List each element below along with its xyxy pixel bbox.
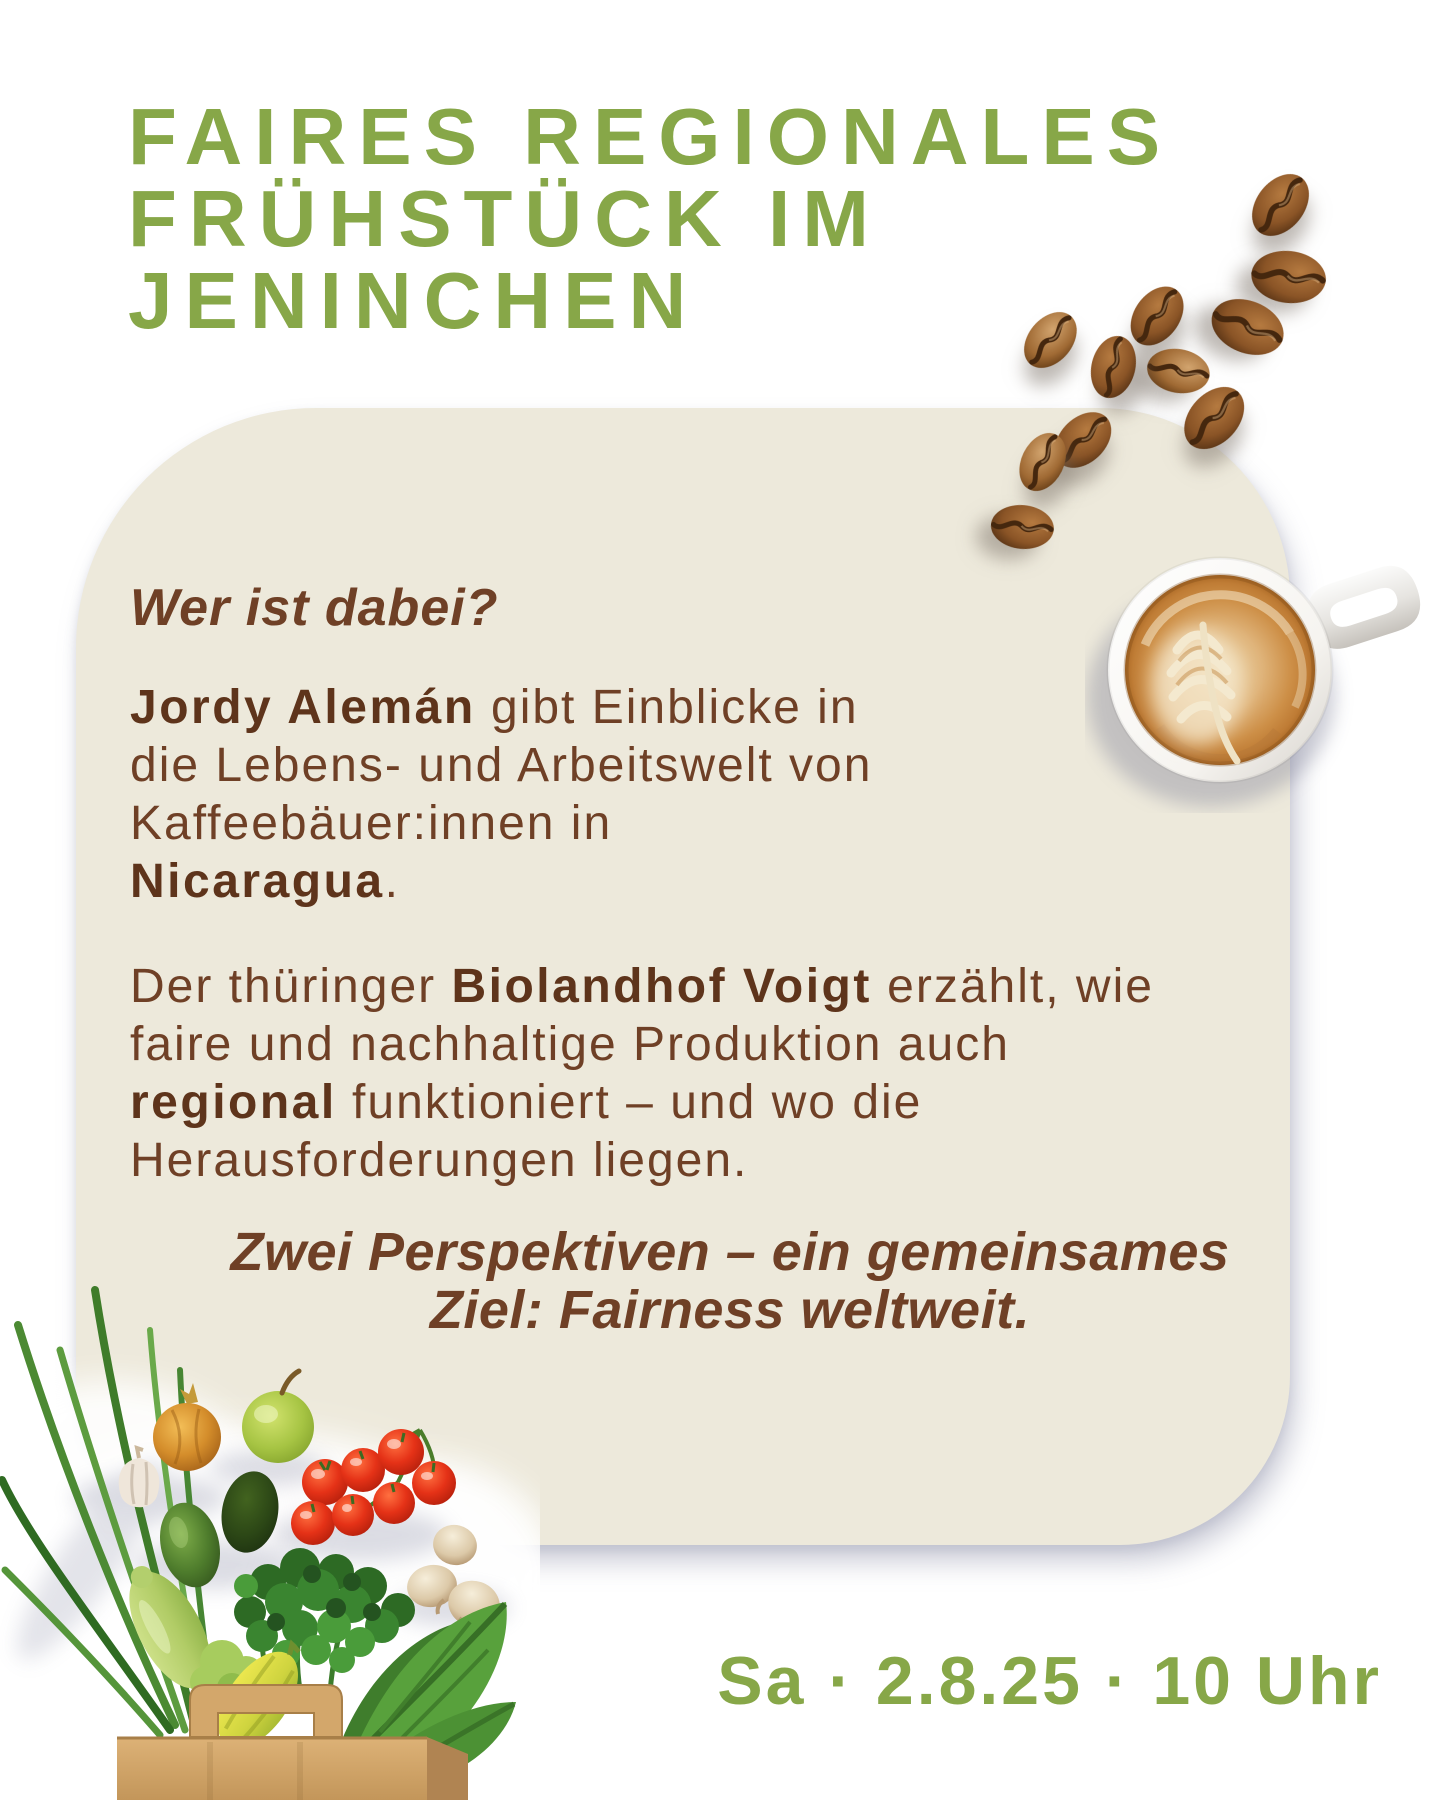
romaine-lettuce: [330, 1602, 516, 1788]
p1-line-2: die Lebens- und Arbeitswelt von: [130, 739, 873, 792]
coffee-bean-icon: [1239, 162, 1321, 247]
zucchini: [109, 1553, 227, 1701]
slogan-line-1: Zwei Perspektiven – ein gemeinsames: [230, 1222, 1230, 1282]
p2-line-3: regional funktioniert – und wo die: [130, 1076, 923, 1129]
yellow-pepper: [202, 1630, 320, 1763]
cup-handle: [1300, 559, 1425, 657]
question-heading: Wer ist dabei?: [130, 579, 499, 637]
p1-line-3: Kaffeebäuer:innen in: [130, 797, 613, 850]
speaker-name: Jordy Alemán: [130, 681, 476, 734]
slogan-line-2: Ziel: Fairness weltweit.: [429, 1280, 1031, 1340]
page-title: [128, 92, 1173, 345]
country-name: Nicaragua: [130, 855, 385, 908]
info-card: [76, 408, 1290, 1545]
p2-line-4: Herausforderungen liegen.: [130, 1134, 749, 1187]
title-line-1: FAIRES REGIONALES: [128, 92, 1173, 181]
p2-line-1: Der thüringer Biolandhof Voigt erzählt, wie: [130, 960, 1154, 1013]
coffee-bean-icon: [1143, 343, 1214, 398]
bag-handle: [190, 1685, 342, 1737]
paragraph-speaker-2: [130, 958, 1154, 1190]
coffee-bean-icon: [1248, 247, 1329, 308]
title-line-2: FRÜHSTÜCK IM: [128, 174, 881, 263]
farm-name: Biolandhof Voigt: [451, 960, 872, 1013]
leaf-lettuce: [190, 1640, 264, 1703]
p2-line-2: faire und nachhaltige Produktion auch: [130, 1018, 1010, 1071]
title-line-3: JENINCHEN: [128, 256, 699, 345]
parsley: [234, 1548, 415, 1692]
p1-line-1: Jordy Alemán gibt Einblicke in: [130, 681, 859, 734]
paragraph-speaker-1: [130, 679, 872, 911]
p1-line-4: Nicaragua.: [130, 855, 400, 908]
paper-bag: [117, 1685, 468, 1800]
slogan: [170, 1223, 1290, 1339]
event-date: Sa · 2.8.25 · 10 Uhr: [717, 1643, 1382, 1719]
coffee-bean-icon: [1203, 288, 1293, 366]
